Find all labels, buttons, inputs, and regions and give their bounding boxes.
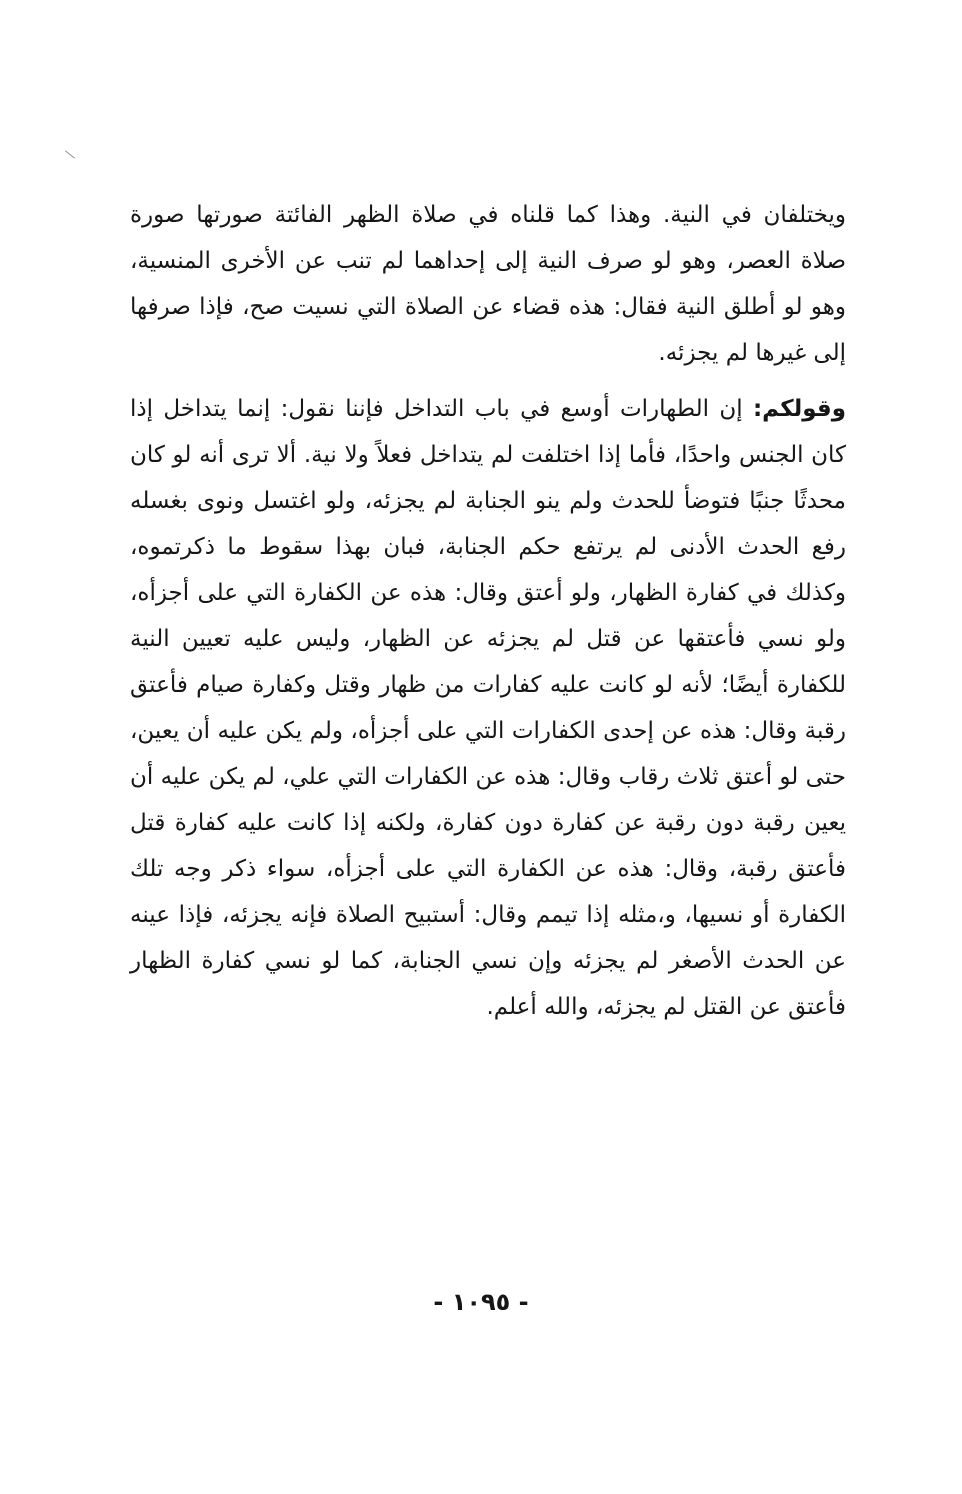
paragraph-lead-word: وقولكم:	[752, 396, 846, 422]
paragraph-second-text	[130, 386, 846, 1030]
paragraph-first	[130, 192, 846, 376]
paragraph-first-text: ويختلفان في النية. وهذا كما قلناه في صلاة الظهر الفائتة صورتها صورة صلاة العصر، وهو لو صرف النية إلى إحداهما لم تنب عن الأخرى المنسية، وهو لو أطلق النية فقال: هذه قضاء عن الصلاة التي نسيت صح، فإذا صرفها إلى غيرها لم يجزئه.	[130, 202, 846, 366]
paragraph-second	[130, 386, 846, 1030]
page-number: - ١٠٩٥ -	[433, 1288, 529, 1316]
paragraph-second-body: إن الطهارات أوسع في باب التداخل فإننا نقول: إنما يتداخل إذا كان الجنس واحدًا، فأما إذا اختلفت لم يتداخل فعلاً ولا نية. ألا ترى أنه لو كان محدثًا جنبًا فتوضأ للحدث ولم ينو الجنابة لم يجزئه، ولو اغتسل ونوى بغسله رفع الحدث الأدنى لم يرتفع حكم الجنابة، فبان بهذا سقوط ما ذكرتموه، وكذلك في كفارة الظهار، ولو أعتق وقال: هذه عن الكفارة التي على أجزأه، ولو نسي فأعتقها عن قتل لم يجزئه عن الظهار، وليس عليه تعيين النية للكفارة أيضًا؛ لأنه لو كانت عليه كفارات من ظهار وقتل وكفارة صيام فأعتق رقبة وقال: هذه عن إحدى الكفارات التي على أجزأه، ولم يكن عليه أن يعين، حتى لو أعتق ثلاث رقاب وقال: هذه عن الكفارات التي علي، لم يكن عليه أن يعين رقبة دون رقبة عن كفارة دون كفارة، ولكنه إذا كانت عليه كفارة قتل فأعتق رقبة، وقال: هذه عن الكفارة التي على أجزأه، سواء ذكر وجه تلك الكفارة أو نسيها، و،مثله إذا تيمم وقال: أستبيح الصلاة فإنه يجزئه، فإذا عينه عن الحدث الأصغر لم يجزئه وإن نسي الجنابة، كما لو نسي كفارة الظهار فأعتق عن القتل لم يجزئه، والله أعلم.	[130, 396, 846, 1020]
scan-mark	[65, 150, 75, 158]
